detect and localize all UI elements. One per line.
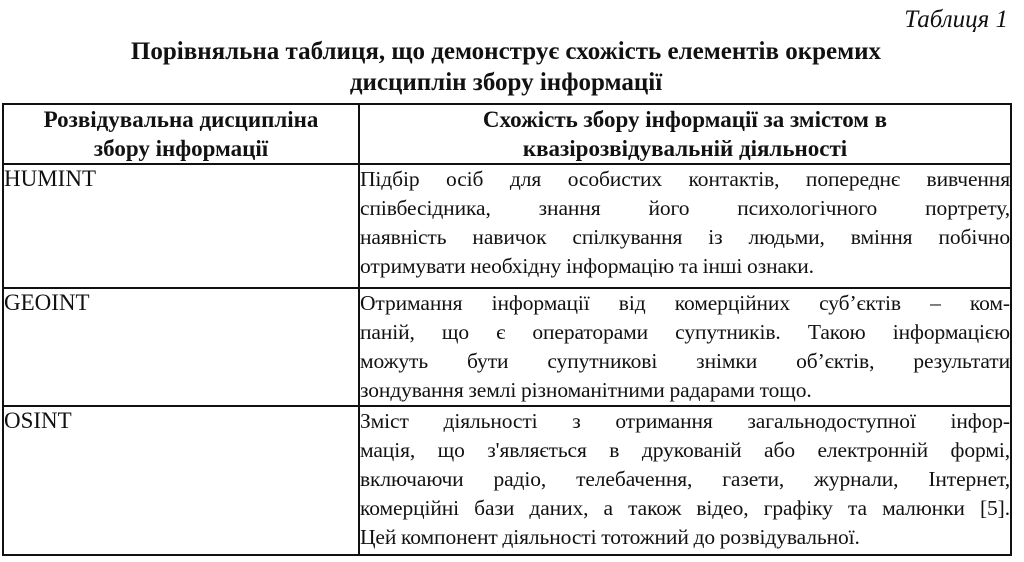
- table-title-line-1: Порівняльна таблиця, що демонструє схожість елементів окремих: [130, 38, 882, 65]
- description-line: отримувати необхідну інформацію та інші ознаки.: [360, 254, 814, 278]
- header-similarity-line-2: квазірозвідувальній діяльності: [522, 136, 848, 161]
- description-line: співбесідника, знання його психологічного портрету,: [360, 196, 1010, 220]
- discipline-name: OSINT: [4, 408, 72, 433]
- header-discipline-line-2: збору інформації: [93, 136, 269, 161]
- description-line: комерційні бази даних, а також відео, графіку та малюнки [5].: [360, 496, 1010, 520]
- discipline-cell: [3, 406, 359, 555]
- table-row-osint: [3, 406, 1011, 555]
- discipline-cell: [3, 164, 359, 288]
- description-cell: [359, 164, 1011, 288]
- description-line: Зміст діяльності з отримання загальнодоступної інфор-: [360, 409, 1010, 433]
- table-row-humint: [3, 164, 1011, 288]
- table-title-line-2: дисциплін збору інформації: [349, 69, 663, 96]
- table-header-row: [3, 104, 1011, 164]
- header-similarity-column: [359, 104, 1011, 164]
- header-discipline-line-1: Розвідувальна дисципліна: [43, 107, 319, 132]
- description-line: Отримання інформації від комерційних суб’єктів – ком-: [360, 291, 1010, 315]
- description-line: Підбір осіб для особистих контактів, попереднє вивчення: [360, 167, 1010, 191]
- description-line: можуть бути супутникові знімки об’єктів, результати: [360, 349, 1010, 373]
- description-cell: [359, 288, 1011, 406]
- discipline-name: GEOINT: [4, 290, 90, 315]
- table-title: [2, 36, 1010, 98]
- table-row-geoint: [3, 288, 1011, 406]
- description-line: наявність навичок спілкування із людьми, вміння побічно: [360, 225, 1010, 249]
- description-line: Цей компонент діяльності тотожний до розвідувальної.: [360, 525, 860, 549]
- header-discipline-column: [3, 104, 359, 164]
- table-caption-number: Таблиця 1: [904, 6, 1008, 33]
- description-cell: [359, 406, 1011, 555]
- discipline-name: HUMINT: [4, 166, 96, 191]
- header-similarity-line-1: Схожість збору інформації за змістом в: [482, 107, 888, 132]
- description-line: паній, що є операторами супутників. Такою інформацією: [360, 320, 1010, 344]
- description-line: зондування землі різноманітними радарами тощо.: [360, 378, 812, 402]
- description-line: включаючи радіо, телебачення, газети, журнали, Інтернет,: [360, 467, 1010, 491]
- comparison-table: [2, 103, 1012, 556]
- description-line: мація, що з'являється в друкованій або електронній формі,: [360, 438, 1010, 462]
- discipline-cell: [3, 288, 359, 406]
